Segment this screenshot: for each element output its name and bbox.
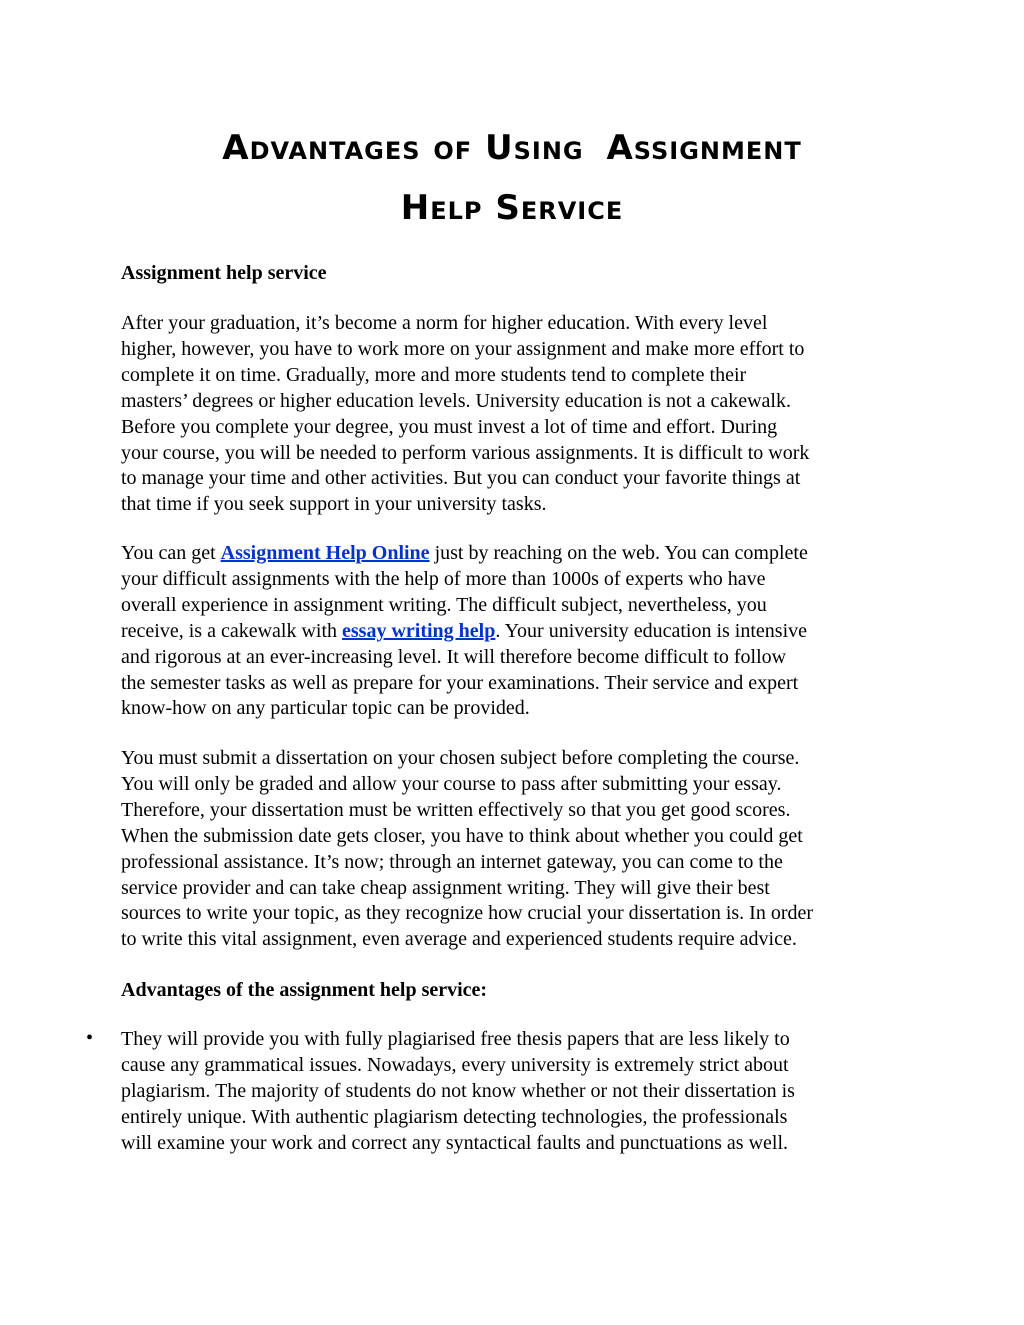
paragraph-line: your difficult assignments with the help of more than 1000s of experts who have: [121, 567, 766, 590]
paragraph-line: Before you complete your degree, you must invest a lot of time and effort. During: [121, 415, 778, 438]
paragraph-line: higher, however, you have to work more on your assignment and make more effort to: [121, 337, 805, 360]
paragraph-line: [121, 541, 911, 567]
title-part-1: Advantages of Using: [222, 128, 584, 168]
bullet-line: cause any grammatical issues. Nowadays, every university is extremely strict about: [121, 1053, 789, 1076]
paragraph-line: overall experience in assignment writing. The difficult subject, nevertheless, you: [121, 593, 767, 616]
assignment-help-online-link[interactable]: Assignment Help Online: [220, 542, 430, 564]
paragraph-line: You will only be graded and allow your course to pass after submitting your essay.: [121, 772, 782, 795]
paragraph-3: [121, 746, 911, 953]
paragraph-line: that time if you seek support in your university tasks.: [121, 493, 547, 516]
paragraph-line: sources to write your topic, as they recognize how crucial your dissertation is. In order: [121, 902, 814, 925]
paragraph-line: When the submission date gets closer, you have to think about whether you could get: [121, 824, 803, 847]
paragraph-line: your course, you will be needed to perform various assignments. It is difficult to work: [121, 441, 810, 464]
paragraph-line: [121, 619, 911, 645]
paragraph-line: Therefore, your dissertation must be written effectively so that you get good scores.: [121, 798, 791, 821]
document-title-line-2: Help Service: [400, 188, 624, 228]
paragraph-line: After your graduation, it’s become a norm for higher education. With every level: [121, 312, 768, 334]
paragraph-line: and rigorous at an ever-increasing level. It will therefore become difficult to follow: [121, 645, 787, 668]
paragraph-2: [121, 541, 911, 722]
paragraph-text: just by reaching on the web. You can complete: [429, 542, 808, 564]
paragraph-text: . Your university education is intensive: [495, 619, 807, 642]
paragraph-line: masters’ degrees or higher education levels. University education is not a cakewalk.: [121, 389, 791, 412]
bullet-marker: •: [86, 1027, 94, 1049]
title-part-2: Assignment: [606, 128, 802, 168]
paragraph-line: the semester tasks as well as prepare for your examinations. Their service and expert: [121, 671, 799, 694]
paragraph-line: to write this vital assignment, even average and experienced students require advice.: [121, 928, 797, 951]
paragraph-text: You can get: [121, 542, 221, 564]
paragraph-line: professional assistance. It’s now; through an internet gateway, you can come to the: [121, 850, 783, 873]
bullet-line: plagiarism. The majority of students do not know whether or not their dissertation is: [121, 1079, 795, 1102]
paragraph-line: You must submit a dissertation on your chosen subject before completing the course.: [121, 747, 800, 769]
paragraph-line: service provider and can take cheap assignment writing. They will give their best: [121, 876, 770, 899]
bullet-line: They will provide you with fully plagiarised free thesis papers that are less likely to: [121, 1028, 790, 1050]
subheading: Assignment help service: [121, 262, 327, 284]
paragraph-1: [121, 311, 911, 518]
advantages-heading: Advantages of the assignment help service:: [121, 979, 488, 1001]
bullet-line: entirely unique. With authentic plagiarism detecting technologies, the professionals: [121, 1105, 788, 1128]
essay-writing-help-link[interactable]: essay writing help: [342, 619, 496, 642]
document-title-line-1: [100, 128, 924, 168]
paragraph-line: to manage your time and other activities. But you can conduct your favorite things at: [121, 467, 801, 490]
paragraph-text: receive, is a cakewalk with: [121, 619, 343, 642]
bullet-line: will examine your work and correct any syntactical faults and punctuations as well.: [121, 1131, 789, 1154]
bullet-item: [121, 1027, 911, 1157]
paragraph-line: know-how on any particular topic can be provided.: [121, 697, 530, 720]
paragraph-line: complete it on time. Gradually, more and more students tend to complete their: [121, 363, 747, 386]
